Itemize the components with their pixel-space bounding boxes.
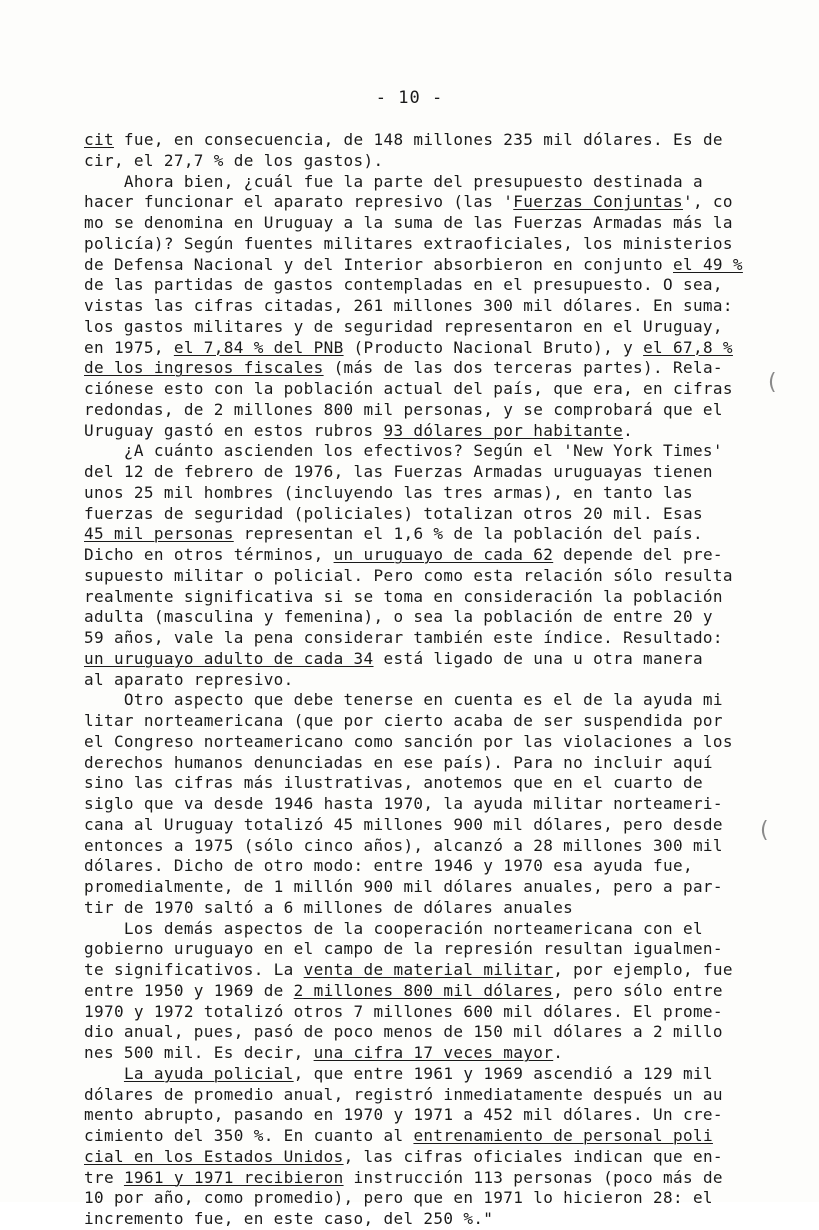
text-line <box>84 1168 754 1189</box>
text-line <box>84 856 754 877</box>
underlined-text: un uruguayo de cada 62 <box>333 545 554 564</box>
text-run: vistas las cifras citadas, 261 millones 300 mil dólares. En suma: <box>84 296 733 315</box>
text-line <box>84 1022 754 1043</box>
text-line <box>84 753 754 774</box>
text-line <box>84 981 754 1002</box>
text-line <box>84 1147 754 1168</box>
text-line <box>84 690 754 711</box>
text-line <box>84 877 754 898</box>
underlined-text: 93 dólares por habitante <box>383 420 624 440</box>
margin-paren-mark: ( <box>760 818 769 843</box>
underlined-text: La ayuda policial <box>123 1063 294 1083</box>
text-run: (más de las dos terceras partes). Rela- <box>323 358 723 378</box>
text-run: representan el 1,6 % de la población del país. <box>233 524 703 544</box>
text-run: 1970 y 1972 totalizó otros 7 millones 600 mil dólares. El prome- <box>84 1001 723 1021</box>
text-run: realmente significativa si se toma en consideración la población <box>84 586 723 606</box>
text-run: litar norteamericana (que por cierto acaba de ser suspendida por <box>84 711 723 730</box>
text-line <box>84 441 754 462</box>
text-line <box>84 172 754 193</box>
text-line <box>84 1085 754 1106</box>
text-run: cana al Uruguay totalizó 45 millones 900 mil dólares, pero desde <box>84 814 723 834</box>
underlined-text: el 49 % <box>673 254 743 274</box>
underlined-text: cit <box>84 130 114 149</box>
text-line <box>84 1105 754 1126</box>
text-run: fuerzas de seguridad (policiales) totalizan otros 20 mil. Esas <box>84 503 703 523</box>
text-run: cir, el 27,7 % de los gastos). <box>84 150 384 170</box>
text-line <box>84 836 754 857</box>
text-run: ciónese esto con la población actual del país, que era, en cifras <box>84 379 733 398</box>
underlined-text: cial en los Estados Unidos <box>84 1146 344 1166</box>
text-run: siglo que va desde 1946 hasta 1970, la ayuda militar norteameri- <box>84 794 723 813</box>
text-line <box>84 1002 754 1023</box>
underlined-text: un uruguayo adulto de cada 34 <box>84 648 374 668</box>
text-run: 10 por año, como promedio), pero que en 1971 lo hicieron 28: el <box>84 1188 713 1208</box>
text-run: Dicho en otros términos, <box>84 545 334 564</box>
underlined-text: venta de material militar <box>303 960 554 979</box>
text-line <box>84 151 754 172</box>
text-line <box>84 566 754 587</box>
text-line <box>84 711 754 732</box>
text-run: depende del pre- <box>553 545 723 564</box>
text-run: dio anual, pues, pasó de poco menos de 150 mil dólares a 2 millo <box>84 1022 723 1042</box>
underlined-text: el 67,8 % <box>643 337 733 357</box>
text-run: entre 1950 y 1969 de <box>84 980 294 1000</box>
text-line <box>84 130 754 151</box>
text-run: supuesto militar o policial. Pero como esta relación sólo resulta <box>84 565 733 585</box>
text-run: tir de 1970 saltó a 6 millones de dólares anuales <box>84 897 574 917</box>
text-line <box>84 607 754 628</box>
underlined-text: entrenamiento de personal poli <box>413 1126 713 1145</box>
text-run: de las partidas de gastos contempladas en el presupuesto. O sea, <box>84 275 723 295</box>
text-line <box>84 1126 754 1147</box>
text-line <box>84 524 754 545</box>
text-line <box>84 898 754 919</box>
text-line <box>84 504 754 525</box>
text-run: , que entre 1961 y 1969 ascendió a 129 mil <box>293 1063 713 1083</box>
text-run: (Producto Nacional Bruto), y <box>343 337 644 357</box>
text-run: de Defensa Nacional y del Interior absorbieron en conjunto <box>84 254 673 274</box>
text-run: policía)? Según fuentes militares extraoficiales, los ministerios <box>84 233 733 253</box>
text-line <box>84 296 754 317</box>
text-line <box>84 919 754 940</box>
underlined-text: de los ingresos fiscales <box>84 358 324 378</box>
text-run: sino las cifras más ilustrativas, anotemos que en el cuarto de <box>84 773 703 793</box>
text-run: instrucción 113 personas (poco más de <box>343 1167 723 1187</box>
text-run: , por ejemplo, fue <box>553 960 733 979</box>
text-line <box>84 649 754 670</box>
underlined-text: Fuerzas Conjuntas <box>513 192 683 212</box>
text-line <box>84 670 754 691</box>
text-line <box>84 1043 754 1064</box>
text-run: al aparato represivo. <box>84 669 294 689</box>
underlined-text: el 7,84 % del PNB <box>173 337 344 357</box>
text-line <box>84 960 754 981</box>
underlined-text: 2 millones 800 mil dólares <box>293 980 554 1000</box>
text-run: mo se denomina en Uruguay a la suma de las Fuerzas Armadas más la <box>84 213 733 232</box>
text-run: los gastos militares y de seguridad representaron en el Uruguay, <box>84 316 723 336</box>
text-line <box>84 732 754 753</box>
text-line <box>84 275 754 296</box>
text-run: Otro aspecto que debe tenerse en cuenta es el de la ayuda mi <box>84 690 723 710</box>
text-run: incremento fue, en este caso, del 250 %." <box>84 1209 494 1228</box>
text-run: dólares. Dicho de otro modo: entre 1946 y 1970 esa ayuda fue, <box>84 856 693 876</box>
text-line <box>84 483 754 504</box>
text-run: del 12 de febrero de 1976, las Fuerzas Armadas uruguayas tienen <box>84 462 713 481</box>
text-run <box>84 1064 124 1083</box>
underlined-text: 45 mil personas <box>84 524 234 544</box>
text-line <box>84 358 754 379</box>
text-line <box>84 1064 754 1085</box>
text-run: derechos humanos denunciadas en ese país). Para no incluir aquí <box>84 752 713 772</box>
text-run: 59 años, vale la pena considerar también este índice. Resultado: <box>84 628 723 647</box>
text-line <box>84 1188 754 1209</box>
text-run: hacer funcionar el aparato represivo (las ' <box>84 192 514 212</box>
text-run: unos 25 mil hombres (incluyendo las tres armas), en tanto las <box>84 482 693 502</box>
text-run: está ligado de una u otra manera <box>373 648 703 668</box>
margin-paren-mark: ( <box>768 370 777 395</box>
text-line <box>84 815 754 836</box>
text-run: nes 500 mil. Es decir, <box>84 1043 314 1062</box>
text-run: , pero sólo entre <box>553 980 723 1000</box>
text-line <box>84 545 754 566</box>
text-run: Los demás aspectos de la cooperación norteamericana con el <box>84 918 703 938</box>
text-run: dólares de promedio anual, registró inmediatamente después un au <box>84 1084 723 1104</box>
text-run: promedialmente, de 1 millón 900 mil dólares anuales, pero a par- <box>84 877 723 896</box>
text-run: fue, en consecuencia, de 148 millones 235 mil dólares. Es de <box>113 130 723 149</box>
page-number: - 10 - <box>375 88 444 108</box>
text-run: entonces a 1975 (sólo cinco años), alcanzó a 28 millones 300 mil <box>84 835 723 855</box>
text-line <box>84 192 754 213</box>
text-line <box>84 338 754 359</box>
text-run: . <box>623 420 634 440</box>
underlined-text: 1961 y 1971 recibieron <box>123 1167 344 1187</box>
text-run: cimiento del 350 %. En cuanto al <box>84 1126 414 1145</box>
text-run: mento abrupto, pasando en 1970 y 1971 a 452 mil dólares. Un cre- <box>84 1105 723 1125</box>
text-line <box>84 1209 754 1230</box>
text-run: redondas, de 2 millones 800 mil personas, y se comprobará que el <box>84 399 723 419</box>
text-line <box>84 379 754 400</box>
text-run: adulta (masculina y femenina), o sea la población de entre 20 y <box>84 607 713 627</box>
text-run: ', co <box>682 192 733 212</box>
text-run: , las cifras oficiales indican que en- <box>343 1146 723 1166</box>
body-text <box>84 130 754 1230</box>
text-run: Ahora bien, ¿cuál fue la parte del presupuesto destinada a <box>84 171 703 191</box>
text-line <box>84 234 754 255</box>
text-line <box>84 462 754 483</box>
text-run: en 1975, <box>84 337 174 357</box>
text-line <box>84 400 754 421</box>
text-run: Uruguay gastó en estos rubros <box>84 420 384 440</box>
text-line <box>84 773 754 794</box>
text-line <box>84 317 754 338</box>
text-line <box>84 421 754 442</box>
text-line <box>84 213 754 234</box>
text-run: el Congreso norteamericano como sanción por las violaciones a los <box>84 731 733 751</box>
underlined-text: una cifra 17 veces mayor <box>313 1043 554 1062</box>
text-line <box>84 587 754 608</box>
text-line <box>84 939 754 960</box>
text-run: . <box>553 1043 564 1062</box>
text-line <box>84 628 754 649</box>
text-run: ¿A cuánto ascienden los efectivos? Según el 'New York Times' <box>84 441 723 461</box>
text-run: tre <box>84 1167 124 1187</box>
text-line <box>84 794 754 815</box>
text-run: te significativos. La <box>84 960 304 979</box>
text-run: gobierno uruguayo en el campo de la represión resultan igualmen- <box>84 939 723 959</box>
text-line <box>84 255 754 276</box>
